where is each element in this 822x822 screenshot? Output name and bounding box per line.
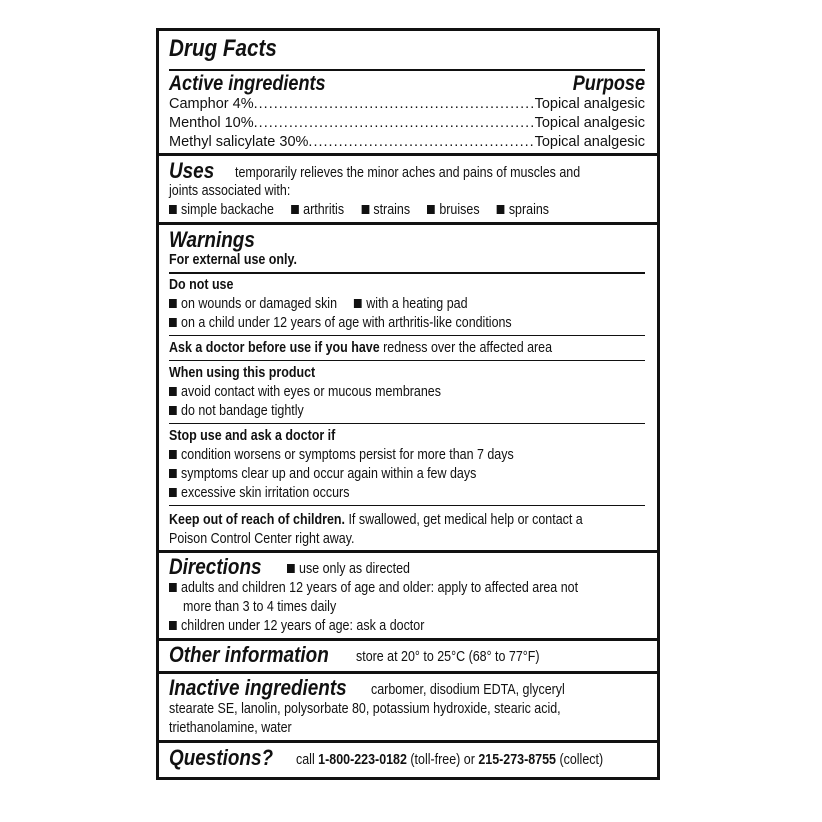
directions-item-continued: more than 3 to 4 times daily <box>183 599 337 615</box>
directions-item-text: adults and children 12 years of age and older: apply to affected area not <box>181 580 579 596</box>
warnings-rule <box>169 335 645 336</box>
bullet-square <box>361 205 369 214</box>
leader-dots <box>254 114 535 133</box>
phone-collect-note: (collect) <box>559 752 604 768</box>
bullet-square <box>169 583 177 592</box>
other-information-text: store at 20° to 25°C (68° to 77°F) <box>356 649 540 665</box>
inactive-line2: stearate SE, lanolin, polysorbate 80, potassium hydroxide, stearic acid, <box>169 701 561 717</box>
directions-item <box>169 617 578 636</box>
inactive-line3: triethanolamine, water <box>169 720 292 736</box>
phone-collect: 215-273-8755 <box>478 752 556 768</box>
section-divider <box>159 740 657 743</box>
drug-facts-panel <box>156 28 660 780</box>
bullet-square <box>169 387 177 396</box>
do-not-use-line2 <box>169 314 578 333</box>
do-not-use-title: Do not use <box>169 277 234 293</box>
section-divider <box>159 550 657 553</box>
leader-dots <box>254 95 535 114</box>
do-not-use-line1 <box>169 295 578 314</box>
active-row-methyl-salicylate <box>169 133 645 152</box>
do-not-use-item: on a child under 12 years of age with arthritis-like conditions <box>181 315 512 331</box>
phone-toll-free-note: (toll-free) or <box>410 752 475 768</box>
bullet-square <box>287 564 295 573</box>
directions-item-text: children under 12 years of age: ask a doctor <box>181 618 425 634</box>
stop-use-item <box>169 446 578 465</box>
uses-text-line1: temporarily relieves the minor aches and pains of muscles and <box>235 165 581 181</box>
warnings-rule <box>169 360 645 361</box>
when-using-item <box>169 402 578 421</box>
uses-text-line2: joints associated with: <box>169 183 291 199</box>
stop-use-item-text: condition worsens or symptoms persist for more than 7 days <box>181 447 514 463</box>
uses-item: strains <box>373 202 411 218</box>
stop-use-item <box>169 484 578 503</box>
ask-doctor-title: Ask a doctor before use if you have <box>169 340 380 356</box>
directions-inline-item <box>287 560 595 579</box>
external-use-note: For external use only. <box>169 252 297 268</box>
ask-doctor-text: redness over the affected area <box>383 340 553 356</box>
uses-list <box>169 201 578 220</box>
directions-heading: Directions <box>169 554 262 579</box>
inactive-ingredients-heading: Inactive ingredients <box>169 675 347 700</box>
stop-use-item <box>169 465 578 484</box>
when-using-item-text: do not bandage tightly <box>181 403 304 419</box>
purpose-heading: Purpose <box>572 72 645 95</box>
bullet-square <box>169 621 177 630</box>
uses-heading: Uses <box>169 158 215 183</box>
warnings-heading: Warnings <box>169 227 255 252</box>
questions-line <box>296 751 604 770</box>
ingredient-name: Menthol 10% <box>169 115 254 131</box>
bullet-square <box>169 469 177 478</box>
ingredient-name: Camphor 4% <box>169 96 254 112</box>
ask-doctor-line <box>169 339 578 358</box>
bullet-square <box>169 406 177 415</box>
leader-dots <box>308 133 534 152</box>
active-row-menthol <box>169 114 645 133</box>
active-row-camphor <box>169 95 645 114</box>
when-using-title: When using this product <box>169 365 316 381</box>
ingredient-purpose: Topical analgesic <box>534 115 645 131</box>
keep-out-line1 <box>169 511 583 530</box>
keep-out-title: Keep out of reach of children. <box>169 512 345 528</box>
warnings-rule <box>169 505 645 506</box>
when-using-item <box>169 383 578 402</box>
uses-item: bruises <box>439 202 480 218</box>
do-not-use-item: on wounds or damaged skin <box>181 296 338 312</box>
directions-item-text: use only as directed <box>299 561 410 577</box>
bullet-square <box>169 450 177 459</box>
uses-item: simple backache <box>181 202 274 218</box>
inactive-line1: carbomer, disodium EDTA, glyceryl <box>371 682 565 698</box>
keep-out-text: If swallowed, get medical help or contact a <box>348 512 583 528</box>
bullet-square <box>291 205 299 214</box>
questions-call: call <box>296 752 315 768</box>
bullet-square <box>169 299 177 308</box>
drug-facts-title: Drug Facts <box>169 35 277 62</box>
stop-use-title: Stop use and ask a doctor if <box>169 428 336 444</box>
bullet-square <box>354 299 362 308</box>
ingredient-name: Methyl salicylate 30% <box>169 134 309 150</box>
bullet-square <box>427 205 435 214</box>
keep-out-line2: Poison Control Center right away. <box>169 531 355 547</box>
other-information-heading: Other information <box>169 642 329 667</box>
do-not-use-item: with a heating pad <box>366 296 468 312</box>
section-divider <box>159 222 657 225</box>
uses-item: sprains <box>508 202 550 218</box>
directions-item <box>169 579 578 598</box>
when-using-item-text: avoid contact with eyes or mucous membranes <box>181 384 441 400</box>
section-divider <box>159 638 657 641</box>
ingredient-purpose: Topical analgesic <box>534 134 645 150</box>
stop-use-item-text: symptoms clear up and occur again within a few days <box>181 466 477 482</box>
warnings-rule <box>169 272 645 274</box>
bullet-square <box>169 205 177 214</box>
warnings-rule <box>169 423 645 424</box>
active-ingredients-heading: Active ingredients <box>169 72 326 95</box>
questions-heading: Questions? <box>169 745 274 770</box>
bullet-square <box>497 205 505 214</box>
stop-use-item-text: excessive skin irritation occurs <box>181 485 350 501</box>
phone-toll-free: 1-800-223-0182 <box>318 752 407 768</box>
ingredient-purpose: Topical analgesic <box>534 96 645 112</box>
bullet-square <box>169 318 177 327</box>
section-divider <box>159 153 657 156</box>
section-divider <box>159 671 657 674</box>
uses-item: arthritis <box>303 202 345 218</box>
bullet-square <box>169 488 177 497</box>
